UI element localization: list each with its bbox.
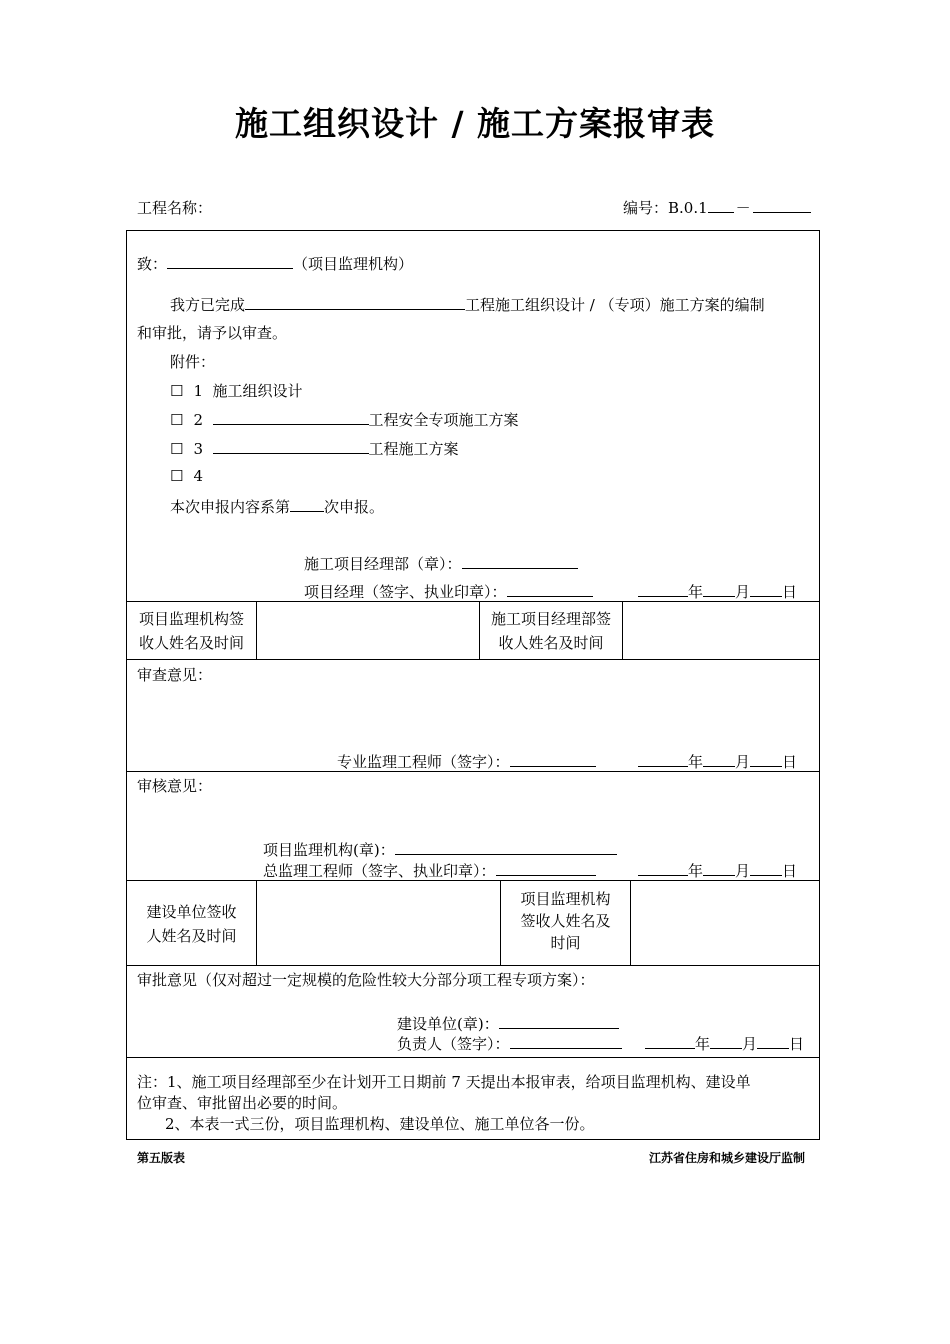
approval-seal-blank[interactable] [499,1014,619,1029]
form-table [126,230,820,1140]
note-line: 位审查、审批留出必要的时间。 [137,1094,348,1112]
checkbox-icon[interactable]: ☐ [170,440,184,458]
contractor-receipt-field[interactable] [624,603,818,658]
month-label: 月 [742,1035,758,1053]
body-line-2: 和审批，请予以审查。 [137,324,288,342]
supervisor-receipt-field-2[interactable] [632,882,818,964]
attachment-text: 施工组织设计 [212,382,303,400]
attachment-num: 2 [193,411,203,429]
to-suffix: （项目监理机构） [293,255,414,273]
number-blank-1[interactable] [708,198,734,213]
day-label: 日 [782,862,798,880]
approval-label: 审批意见（仅对超过一定规模的危险性较大分部分项工程专项方案）： [137,971,595,989]
page-title: 施工组织设计 / 施工方案报审表 [234,104,716,143]
divider [126,601,820,602]
approval-sign-label: 负责人（签字）： [397,1035,510,1053]
project-name-label: 工程名称： [137,199,213,217]
addressee-line [137,253,413,274]
attachment-num: 3 [193,440,203,458]
approval-sign-blank[interactable] [510,1034,622,1049]
body-line-1 [170,294,765,315]
audit-seal-blank[interactable] [395,840,617,855]
label-line: 收人姓名及时间 [138,634,244,652]
submission-a: 本次申报内容系第 [170,498,291,516]
attachment-item[interactable] [170,467,203,485]
divider [126,659,820,660]
note-line: 2、本表一式三份，项目监理机构、建设单位、施工单位各一份。 [165,1115,595,1133]
submission-line [170,496,384,517]
label-line: 项目监理机构签 [138,610,244,628]
form-number [623,197,811,218]
divider [256,601,257,659]
divider [126,965,820,966]
checkbox-icon[interactable]: ☐ [170,382,184,400]
month-blank[interactable] [710,1034,742,1049]
month-label: 月 [735,753,751,771]
review-label: 审查意见： [137,666,213,684]
audit-seal-line [263,839,617,860]
label-line: 人姓名及时间 [146,927,237,945]
day-label: 日 [782,583,798,601]
label-line: 项目监理机构 [520,890,611,908]
footer-issuer: 江苏省住房和城乡建设厅监制 [648,1151,805,1165]
pm-sign-label: 项目经理（签字、执业印章）： [304,583,507,601]
owner-receipt-field[interactable] [258,882,499,964]
attachment-item[interactable] [170,438,459,459]
divider [126,1057,820,1058]
checkbox-icon[interactable]: ☐ [170,411,184,429]
label-line: 时间 [550,934,581,952]
label-line: 签收人姓名及 [520,912,611,930]
label-line: 建设单位签收 [146,903,237,921]
submission-count-blank[interactable] [290,497,324,512]
number-blank-2[interactable] [753,198,811,213]
supervisor-receipt-field[interactable] [258,603,478,658]
contractor-receipt-label [480,607,622,655]
approval-seal-line [397,1013,619,1034]
owner-receipt-label [127,900,256,948]
divider [622,601,623,659]
approval-sign-line [397,1033,622,1054]
supervisor-receipt-label [127,607,256,655]
date-line [638,581,797,602]
day-blank[interactable] [750,752,782,767]
label-line: 施工项目经理部签 [490,610,611,628]
review-sign-blank[interactable] [510,752,596,767]
day-blank[interactable] [750,582,782,597]
attachment-blank[interactable] [213,410,369,425]
audit-seal-label: 项目监理机构(章)： [263,841,395,859]
number-dash: － [735,199,751,217]
attachment-num: 1 [193,382,203,400]
year-label: 年 [688,753,704,771]
attachment-text: 工程安全专项施工方案 [368,411,519,429]
audit-sign-label: 总监理工程师（签字、执业印章）： [263,862,496,880]
date-line [638,860,797,881]
day-blank[interactable] [757,1034,789,1049]
month-label: 月 [735,583,751,601]
divider [126,880,820,881]
submission-b: 次申报。 [324,498,385,516]
project-blank[interactable] [245,295,465,310]
attachment-text: 工程施工方案 [368,440,459,458]
supervisor-receipt-label-2 [501,888,630,954]
divider [126,771,820,772]
attachment-item[interactable] [170,409,519,430]
dept-seal-line [304,553,578,574]
pm-sign-blank[interactable] [507,582,593,597]
label-line: 收人姓名及时间 [498,634,604,652]
month-label: 月 [735,862,751,880]
checkbox-icon[interactable]: ☐ [170,467,184,485]
divider [630,880,631,965]
attachment-item[interactable] [170,380,303,401]
month-blank[interactable] [703,582,735,597]
year-label: 年 [688,862,704,880]
note-line: 注：1、施工项目经理部至少在计划开工日期前 7 天提出本报审表，给项目监理机构、建设单 [137,1073,751,1091]
review-sign-line [337,751,596,772]
footer-edition: 第五版表 [137,1151,186,1165]
day-label: 日 [789,1035,805,1053]
audit-sign-blank[interactable] [496,861,596,876]
to-prefix: 致： [137,255,168,273]
pm-sign-line [304,581,593,602]
day-blank[interactable] [750,861,782,876]
approval-seal-label: 建设单位(章)： [397,1015,499,1033]
dept-seal-label: 施工项目经理部（章）： [304,555,462,573]
attachment-blank[interactable] [213,439,369,454]
dept-seal-blank[interactable] [462,554,578,569]
audit-sign-line [263,860,596,881]
divider [256,880,257,965]
year-blank[interactable] [638,582,688,597]
form-number-label: 编号：B.0.1 [623,199,708,217]
date-line [638,751,797,772]
year-label: 年 [688,583,704,601]
year-blank[interactable] [638,752,688,767]
body-line1-b: 工程施工组织设计 / （专项）施工方案的编制 [465,296,765,314]
year-blank[interactable] [645,1034,695,1049]
day-label: 日 [782,753,798,771]
attachment-num: 4 [193,467,203,485]
date-line [645,1033,804,1054]
year-blank[interactable] [638,861,688,876]
addressee-blank[interactable] [167,254,293,269]
month-blank[interactable] [703,861,735,876]
audit-label: 审核意见： [137,777,213,795]
review-sign-label: 专业监理工程师（签字）： [337,753,510,771]
month-blank[interactable] [703,752,735,767]
attachment-label: 附件： [170,353,216,371]
year-label: 年 [695,1035,711,1053]
body-line1-a: 我方已完成 [170,296,246,314]
